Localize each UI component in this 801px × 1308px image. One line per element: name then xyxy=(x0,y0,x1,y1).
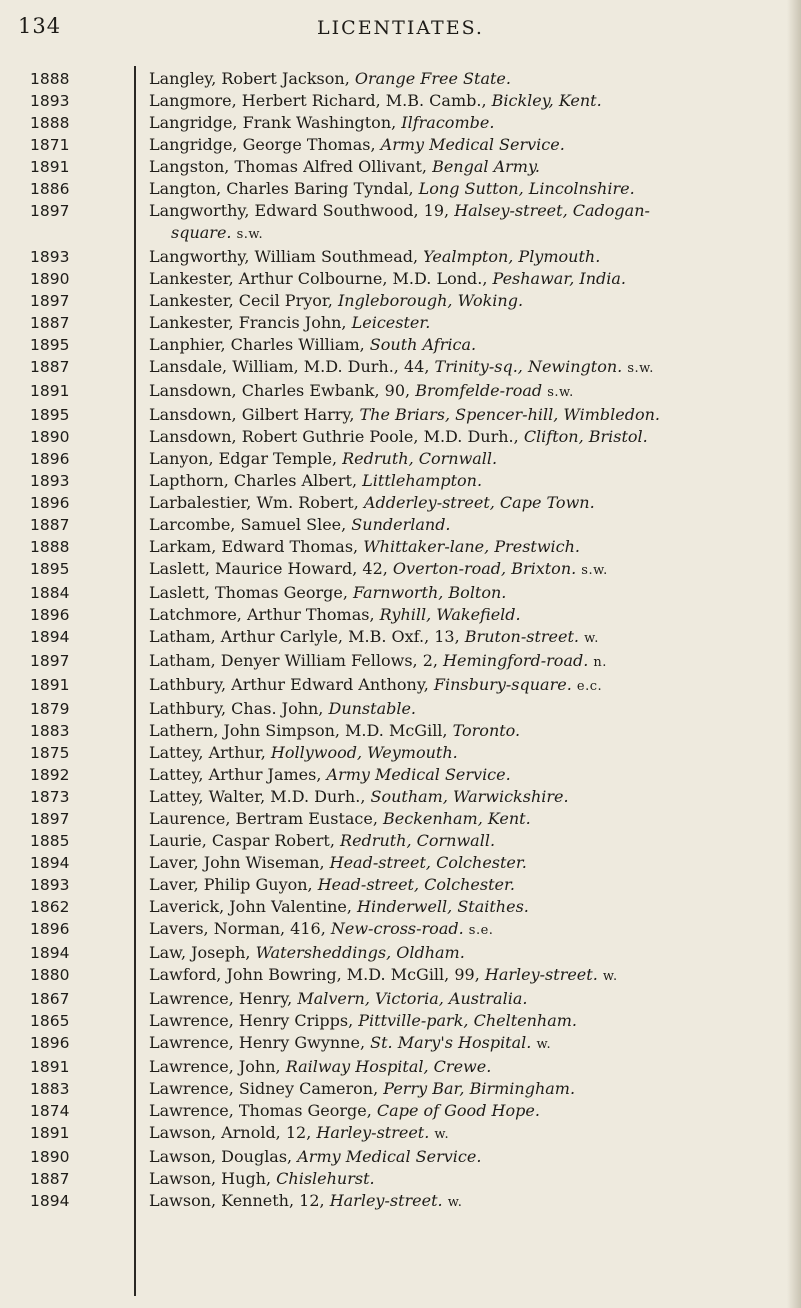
entry-place: Whittaker-lane, Prestwich. xyxy=(363,537,581,556)
entry-place: Army Medical Service. xyxy=(380,135,565,154)
entry-place: Hollywood, Weymouth. xyxy=(270,743,458,762)
entry-year: 1896 xyxy=(30,494,70,512)
entry-postal-district: s.w. xyxy=(581,563,608,578)
entry-place: Dunstable. xyxy=(328,699,417,718)
entry-text xyxy=(149,246,779,268)
entry-text xyxy=(149,178,779,200)
entry-text xyxy=(149,1168,779,1190)
entry-row xyxy=(0,290,801,312)
entry-text xyxy=(149,1078,779,1100)
entry-text xyxy=(149,404,779,426)
entry-row xyxy=(0,764,801,786)
entry-place: Bromfelde-road xyxy=(415,381,543,400)
entry-text xyxy=(149,604,779,626)
entry-place: Perry Bar, Birmingham. xyxy=(383,1079,576,1098)
entry-text xyxy=(149,742,779,764)
entry-name: Langston, Thomas Alfred Ollivant, xyxy=(149,157,433,176)
entry-place: Army Medical Service. xyxy=(326,765,511,784)
entry-text xyxy=(149,448,779,470)
entry-text xyxy=(149,650,779,674)
entry-row xyxy=(0,334,801,356)
entry-year: 1896 xyxy=(30,1034,70,1052)
entry-row xyxy=(0,1056,801,1078)
entry-name: Lapthorn, Charles Albert, xyxy=(149,471,363,490)
running-head: LICENTIATES. xyxy=(317,17,484,39)
entry-postal-district: s.w. xyxy=(627,361,654,376)
entry-year: 1885 xyxy=(30,832,70,850)
entry-place: Overton-road, Brixton. xyxy=(392,559,577,578)
entry-name: Laver, Philip Guyon, xyxy=(149,875,318,894)
entry-year: 1865 xyxy=(30,1012,70,1030)
entry-postal-district: w. xyxy=(536,1037,552,1052)
entry-year: 1888 xyxy=(30,114,70,132)
entry-place: Pittville-park, Cheltenham. xyxy=(358,1011,578,1030)
entry-text xyxy=(149,874,779,896)
entry-year: 1880 xyxy=(30,966,70,984)
entry-year: 1897 xyxy=(30,292,70,310)
entry-name: Lavers, Norman, 416, xyxy=(149,919,331,938)
entry-row xyxy=(0,786,801,808)
entry-text xyxy=(149,988,779,1010)
entry-text xyxy=(149,674,779,698)
entry-place: Bickley, Kent. xyxy=(491,91,602,110)
entry-row xyxy=(0,988,801,1010)
entry-list xyxy=(0,68,801,1214)
entry-year: 1886 xyxy=(30,180,70,198)
entry-place: Railway Hospital, Crewe. xyxy=(285,1057,492,1076)
entry-place: Head-street, Colchester. xyxy=(317,875,515,894)
entry-row xyxy=(0,942,801,964)
entry-text xyxy=(149,918,779,942)
entry-text xyxy=(149,134,779,156)
entry-name: Lansdown, Robert Guthrie Poole, M.D. Durh., xyxy=(149,427,524,446)
entry-row xyxy=(0,674,801,698)
entry-row xyxy=(0,178,801,200)
entry-row xyxy=(0,558,801,582)
entry-name: Latham, Arthur Carlyle, M.B. Oxf., 13, xyxy=(149,627,465,646)
entry-text xyxy=(149,426,779,448)
entry-postal-district: s.w. xyxy=(236,227,264,242)
entry-place: Ingleborough, Woking. xyxy=(337,291,524,310)
entry-row xyxy=(0,536,801,558)
entry-name: Lawrence, John, xyxy=(149,1057,286,1076)
entry-year: 1891 xyxy=(30,1058,70,1076)
entry-year: 1894 xyxy=(30,854,70,872)
entry-row xyxy=(0,650,801,674)
entry-place: Long Sutton, Lincolnshire. xyxy=(418,179,635,198)
entry-name: Lanphier, Charles William, xyxy=(149,335,370,354)
entry-text xyxy=(149,68,779,90)
entry-place: Cape of Good Hope. xyxy=(376,1101,540,1120)
entry-year: 1892 xyxy=(30,766,70,784)
entry-row xyxy=(0,426,801,448)
entry-place: Head-street, Colchester. xyxy=(329,853,527,872)
entry-place: New-cross-road. xyxy=(330,919,464,938)
entry-name: Lathbury, Chas. John, xyxy=(149,699,329,718)
entry-row xyxy=(0,268,801,290)
entry-text xyxy=(149,764,779,786)
entry-name: Lawrence, Henry, xyxy=(149,989,298,1008)
entry-year: 1890 xyxy=(30,428,70,446)
entry-name: Lawson, Hugh, xyxy=(149,1169,277,1188)
entry-row xyxy=(0,90,801,112)
entry-year: 1875 xyxy=(30,744,70,762)
entry-name: Lansdown, Gilbert Harry, xyxy=(149,405,360,424)
entry-continuation xyxy=(149,222,779,246)
entry-text xyxy=(149,830,779,852)
entry-name: Langworthy, William Southmead, xyxy=(149,247,424,266)
entry-postal-district: w. xyxy=(602,969,618,984)
entry-text xyxy=(149,470,779,492)
entry-text xyxy=(149,852,779,874)
entry-name: Lawson, Kenneth, 12, xyxy=(149,1191,330,1210)
entry-row xyxy=(0,896,801,918)
entry-year: 1883 xyxy=(30,722,70,740)
entry-year: 1895 xyxy=(30,336,70,354)
entry-row xyxy=(0,1190,801,1214)
entry-text xyxy=(149,582,779,604)
entry-postal-district: n. xyxy=(593,655,607,670)
entry-name: Lansdown, Charles Ewbank, 90, xyxy=(149,381,416,400)
entry-name: Langridge, Frank Washington, xyxy=(149,113,402,132)
entry-text xyxy=(149,786,779,808)
entry-year: 1873 xyxy=(30,788,70,806)
entry-name: Langridge, George Thomas, xyxy=(149,135,381,154)
entry-name: Lattey, Arthur James, xyxy=(149,765,327,784)
entry-text xyxy=(149,1190,779,1214)
entry-name: Lawrence, Henry Gwynne, xyxy=(149,1033,371,1052)
entry-year: 1897 xyxy=(30,202,70,220)
entry-place: Halsey-street, Cadogan- xyxy=(454,201,650,220)
entry-name: Laurie, Caspar Robert, xyxy=(149,831,341,850)
entry-row xyxy=(0,470,801,492)
entry-text xyxy=(149,492,779,514)
entry-name: Langley, Robert Jackson, xyxy=(149,69,355,88)
entry-year: 1893 xyxy=(30,248,70,266)
entry-row xyxy=(0,492,801,514)
entry-text xyxy=(149,1122,779,1146)
entry-row xyxy=(0,514,801,536)
entry-name: Larkam, Edward Thomas, xyxy=(149,537,364,556)
entry-year: 1890 xyxy=(30,270,70,288)
entry-name: Lawrence, Thomas George, xyxy=(149,1101,377,1120)
entry-row xyxy=(0,852,801,874)
entry-name: Law, Joseph, xyxy=(149,943,256,962)
entry-row xyxy=(0,742,801,764)
entry-row xyxy=(0,68,801,90)
entry-year: 1888 xyxy=(30,538,70,556)
entry-place: Leicester. xyxy=(351,313,431,332)
entry-row xyxy=(0,312,801,334)
entry-postal-district: w. xyxy=(447,1195,463,1210)
entry-row xyxy=(0,134,801,156)
entry-row xyxy=(0,1146,801,1168)
entry-place: Redruth, Cornwall. xyxy=(342,449,498,468)
entry-row xyxy=(0,156,801,178)
entry-place: Bengal Army. xyxy=(432,157,540,176)
entry-place: Finsbury-square. xyxy=(433,675,572,694)
entry-place: Yealmpton, Plymouth. xyxy=(423,247,601,266)
entry-year: 1896 xyxy=(30,606,70,624)
entry-row xyxy=(0,964,801,988)
entry-place: Toronto. xyxy=(452,721,521,740)
entry-place: Trinity-sq., Newington. xyxy=(434,357,623,376)
entry-row xyxy=(0,582,801,604)
entry-place: Hemingford-road. xyxy=(443,651,589,670)
entry-place: Harley-street. xyxy=(329,1191,443,1210)
entry-year: 1893 xyxy=(30,472,70,490)
entry-name: Laver, John Wiseman, xyxy=(149,853,330,872)
entry-row xyxy=(0,448,801,470)
entry-row xyxy=(0,1168,801,1190)
entry-row xyxy=(0,808,801,830)
entry-row xyxy=(0,918,801,942)
entry-year: 1887 xyxy=(30,516,70,534)
entry-name: Lathbury, Arthur Edward Anthony, xyxy=(149,675,434,694)
entry-name: Lattey, Arthur, xyxy=(149,743,271,762)
entry-year: 1894 xyxy=(30,628,70,646)
entry-text xyxy=(149,112,779,134)
entry-text xyxy=(149,896,779,918)
entry-row xyxy=(0,1100,801,1122)
entry-place: Sunderland. xyxy=(351,515,451,534)
entry-year: 1895 xyxy=(30,406,70,424)
entry-name: Laslett, Maurice Howard, 42, xyxy=(149,559,393,578)
entry-row xyxy=(0,604,801,626)
entry-text xyxy=(149,808,779,830)
entry-name: Larbalestier, Wm. Robert, xyxy=(149,493,364,512)
entry-row xyxy=(0,1032,801,1056)
entry-place: Harley-street. xyxy=(484,965,598,984)
entry-text xyxy=(149,356,779,380)
entry-row xyxy=(0,112,801,134)
entry-year: 1887 xyxy=(30,358,70,376)
entry-year: 1890 xyxy=(30,1148,70,1166)
page-number: 134 xyxy=(18,14,62,38)
entry-place: Southam, Warwickshire. xyxy=(370,787,569,806)
entry-text xyxy=(149,1100,779,1122)
page-edge-shadow xyxy=(787,0,801,1308)
entry-row xyxy=(0,380,801,404)
entry-name: Lawson, Douglas, xyxy=(149,1147,298,1166)
entry-year: 1893 xyxy=(30,92,70,110)
entry-text xyxy=(149,334,779,356)
entry-year: 1891 xyxy=(30,676,70,694)
entry-name: Lankester, Arthur Colbourne, M.D. Lond., xyxy=(149,269,493,288)
entry-place: Bruton-street. xyxy=(464,627,580,646)
entry-year: 1895 xyxy=(30,560,70,578)
entry-place: Peshawar, India. xyxy=(492,269,626,288)
entry-row xyxy=(0,626,801,650)
entry-text xyxy=(149,1056,779,1078)
entry-year: 1891 xyxy=(30,158,70,176)
entry-place: Watersheddings, Oldham. xyxy=(255,943,465,962)
entry-row xyxy=(0,200,801,246)
entry-text xyxy=(149,156,779,178)
entry-text xyxy=(149,380,779,404)
entry-name: Lawrence, Sidney Cameron, xyxy=(149,1079,384,1098)
entry-year: 1897 xyxy=(30,652,70,670)
entry-row xyxy=(0,720,801,742)
entry-place: Farnworth, Bolton. xyxy=(353,583,507,602)
entry-name: Lansdale, William, M.D. Durh., 44, xyxy=(149,357,435,376)
entry-text xyxy=(149,1146,779,1168)
entry-year: 1887 xyxy=(30,1170,70,1188)
entry-place: Ilfracombe. xyxy=(401,113,495,132)
entry-place: Redruth, Cornwall. xyxy=(340,831,496,850)
entry-year: 1896 xyxy=(30,920,70,938)
entry-name: Langton, Charles Baring Tyndal, xyxy=(149,179,419,198)
entry-year: 1896 xyxy=(30,450,70,468)
entry-name: Lattey, Walter, M.D. Durh., xyxy=(149,787,371,806)
entry-year: 1891 xyxy=(30,382,70,400)
entry-name: Larcombe, Samuel Slee, xyxy=(149,515,352,534)
entry-name: Lawson, Arnold, 12, xyxy=(149,1123,317,1142)
entry-name: Langworthy, Edward Southwood, 19, xyxy=(149,201,455,220)
entry-name: Latham, Denyer William Fellows, 2, xyxy=(149,651,444,670)
entry-row xyxy=(0,830,801,852)
entry-text xyxy=(149,942,779,964)
entry-year: 1888 xyxy=(30,70,70,88)
entry-text xyxy=(149,90,779,112)
entry-place: St. Mary's Hospital. xyxy=(370,1033,532,1052)
entry-place: Harley-street. xyxy=(316,1123,430,1142)
entry-year: 1867 xyxy=(30,990,70,1008)
entry-year: 1893 xyxy=(30,876,70,894)
entry-year: 1887 xyxy=(30,314,70,332)
entry-text xyxy=(149,514,779,536)
entry-text xyxy=(149,268,779,290)
entry-text xyxy=(149,1010,779,1032)
entry-postal-district: w. xyxy=(434,1127,450,1142)
entry-year: 1862 xyxy=(30,898,70,916)
entry-text xyxy=(149,536,779,558)
entry-year: 1891 xyxy=(30,1124,70,1142)
entry-text xyxy=(149,964,779,988)
entry-place: Ryhill, Wakefield. xyxy=(379,605,521,624)
entry-postal-district: s.w. xyxy=(547,385,574,400)
entry-text xyxy=(149,698,779,720)
entry-postal-district: s.e. xyxy=(468,923,494,938)
entry-year: 1879 xyxy=(30,700,70,718)
entry-place: Littlehampton. xyxy=(362,471,483,490)
entry-place: Clifton, Bristol. xyxy=(523,427,648,446)
entry-name: Lathern, John Simpson, M.D. McGill, xyxy=(149,721,453,740)
entry-row xyxy=(0,1122,801,1146)
entry-year: 1894 xyxy=(30,1192,70,1210)
entry-place: Orange Free State. xyxy=(354,69,511,88)
entry-text xyxy=(149,1032,779,1056)
entry-row xyxy=(0,1010,801,1032)
entry-row xyxy=(0,404,801,426)
entry-place: South Africa. xyxy=(369,335,477,354)
entry-name: Laurence, Bertram Eustace, xyxy=(149,809,384,828)
entry-place: Adderley-street, Cape Town. xyxy=(363,493,595,512)
entry-place: The Briars, Spencer-hill, Wimbledon. xyxy=(359,405,660,424)
entry-place: Beckenham, Kent. xyxy=(383,809,531,828)
entry-place-continued: square. xyxy=(171,223,232,242)
entry-year: 1894 xyxy=(30,944,70,962)
entry-year: 1897 xyxy=(30,810,70,828)
entry-text xyxy=(149,626,779,650)
entry-name: Lankester, Cecil Pryor, xyxy=(149,291,338,310)
entry-text xyxy=(149,558,779,582)
entry-row xyxy=(0,1078,801,1100)
entry-place: Army Medical Service. xyxy=(297,1147,482,1166)
entry-text xyxy=(149,720,779,742)
entry-place: Chislehurst. xyxy=(276,1169,375,1188)
entry-name: Latchmore, Arthur Thomas, xyxy=(149,605,380,624)
entry-row xyxy=(0,356,801,380)
entry-place: Malvern, Victoria, Australia. xyxy=(297,989,528,1008)
entry-year: 1884 xyxy=(30,584,70,602)
entry-row xyxy=(0,874,801,896)
entry-row xyxy=(0,246,801,268)
entry-name: Laslett, Thomas George, xyxy=(149,583,354,602)
entry-name: Lanyon, Edgar Temple, xyxy=(149,449,343,468)
entry-row xyxy=(0,698,801,720)
entry-name: Lawrence, Henry Cripps, xyxy=(149,1011,359,1030)
entry-year: 1883 xyxy=(30,1080,70,1098)
entry-postal-district: w. xyxy=(584,631,599,646)
entry-year: 1871 xyxy=(30,136,70,154)
entry-text xyxy=(149,290,779,312)
entry-name: Lankester, Francis John, xyxy=(149,313,352,332)
entry-year: 1874 xyxy=(30,1102,70,1120)
entry-name: Lawford, John Bowring, M.D. McGill, 99, xyxy=(149,965,485,984)
entry-name: Laverick, John Valentine, xyxy=(149,897,358,916)
entry-text xyxy=(149,200,779,246)
entry-text xyxy=(149,312,779,334)
entry-name: Langmore, Herbert Richard, M.B. Camb., xyxy=(149,91,492,110)
entry-postal-district: e.c. xyxy=(576,679,603,694)
entry-place: Hinderwell, Staithes. xyxy=(357,897,529,916)
